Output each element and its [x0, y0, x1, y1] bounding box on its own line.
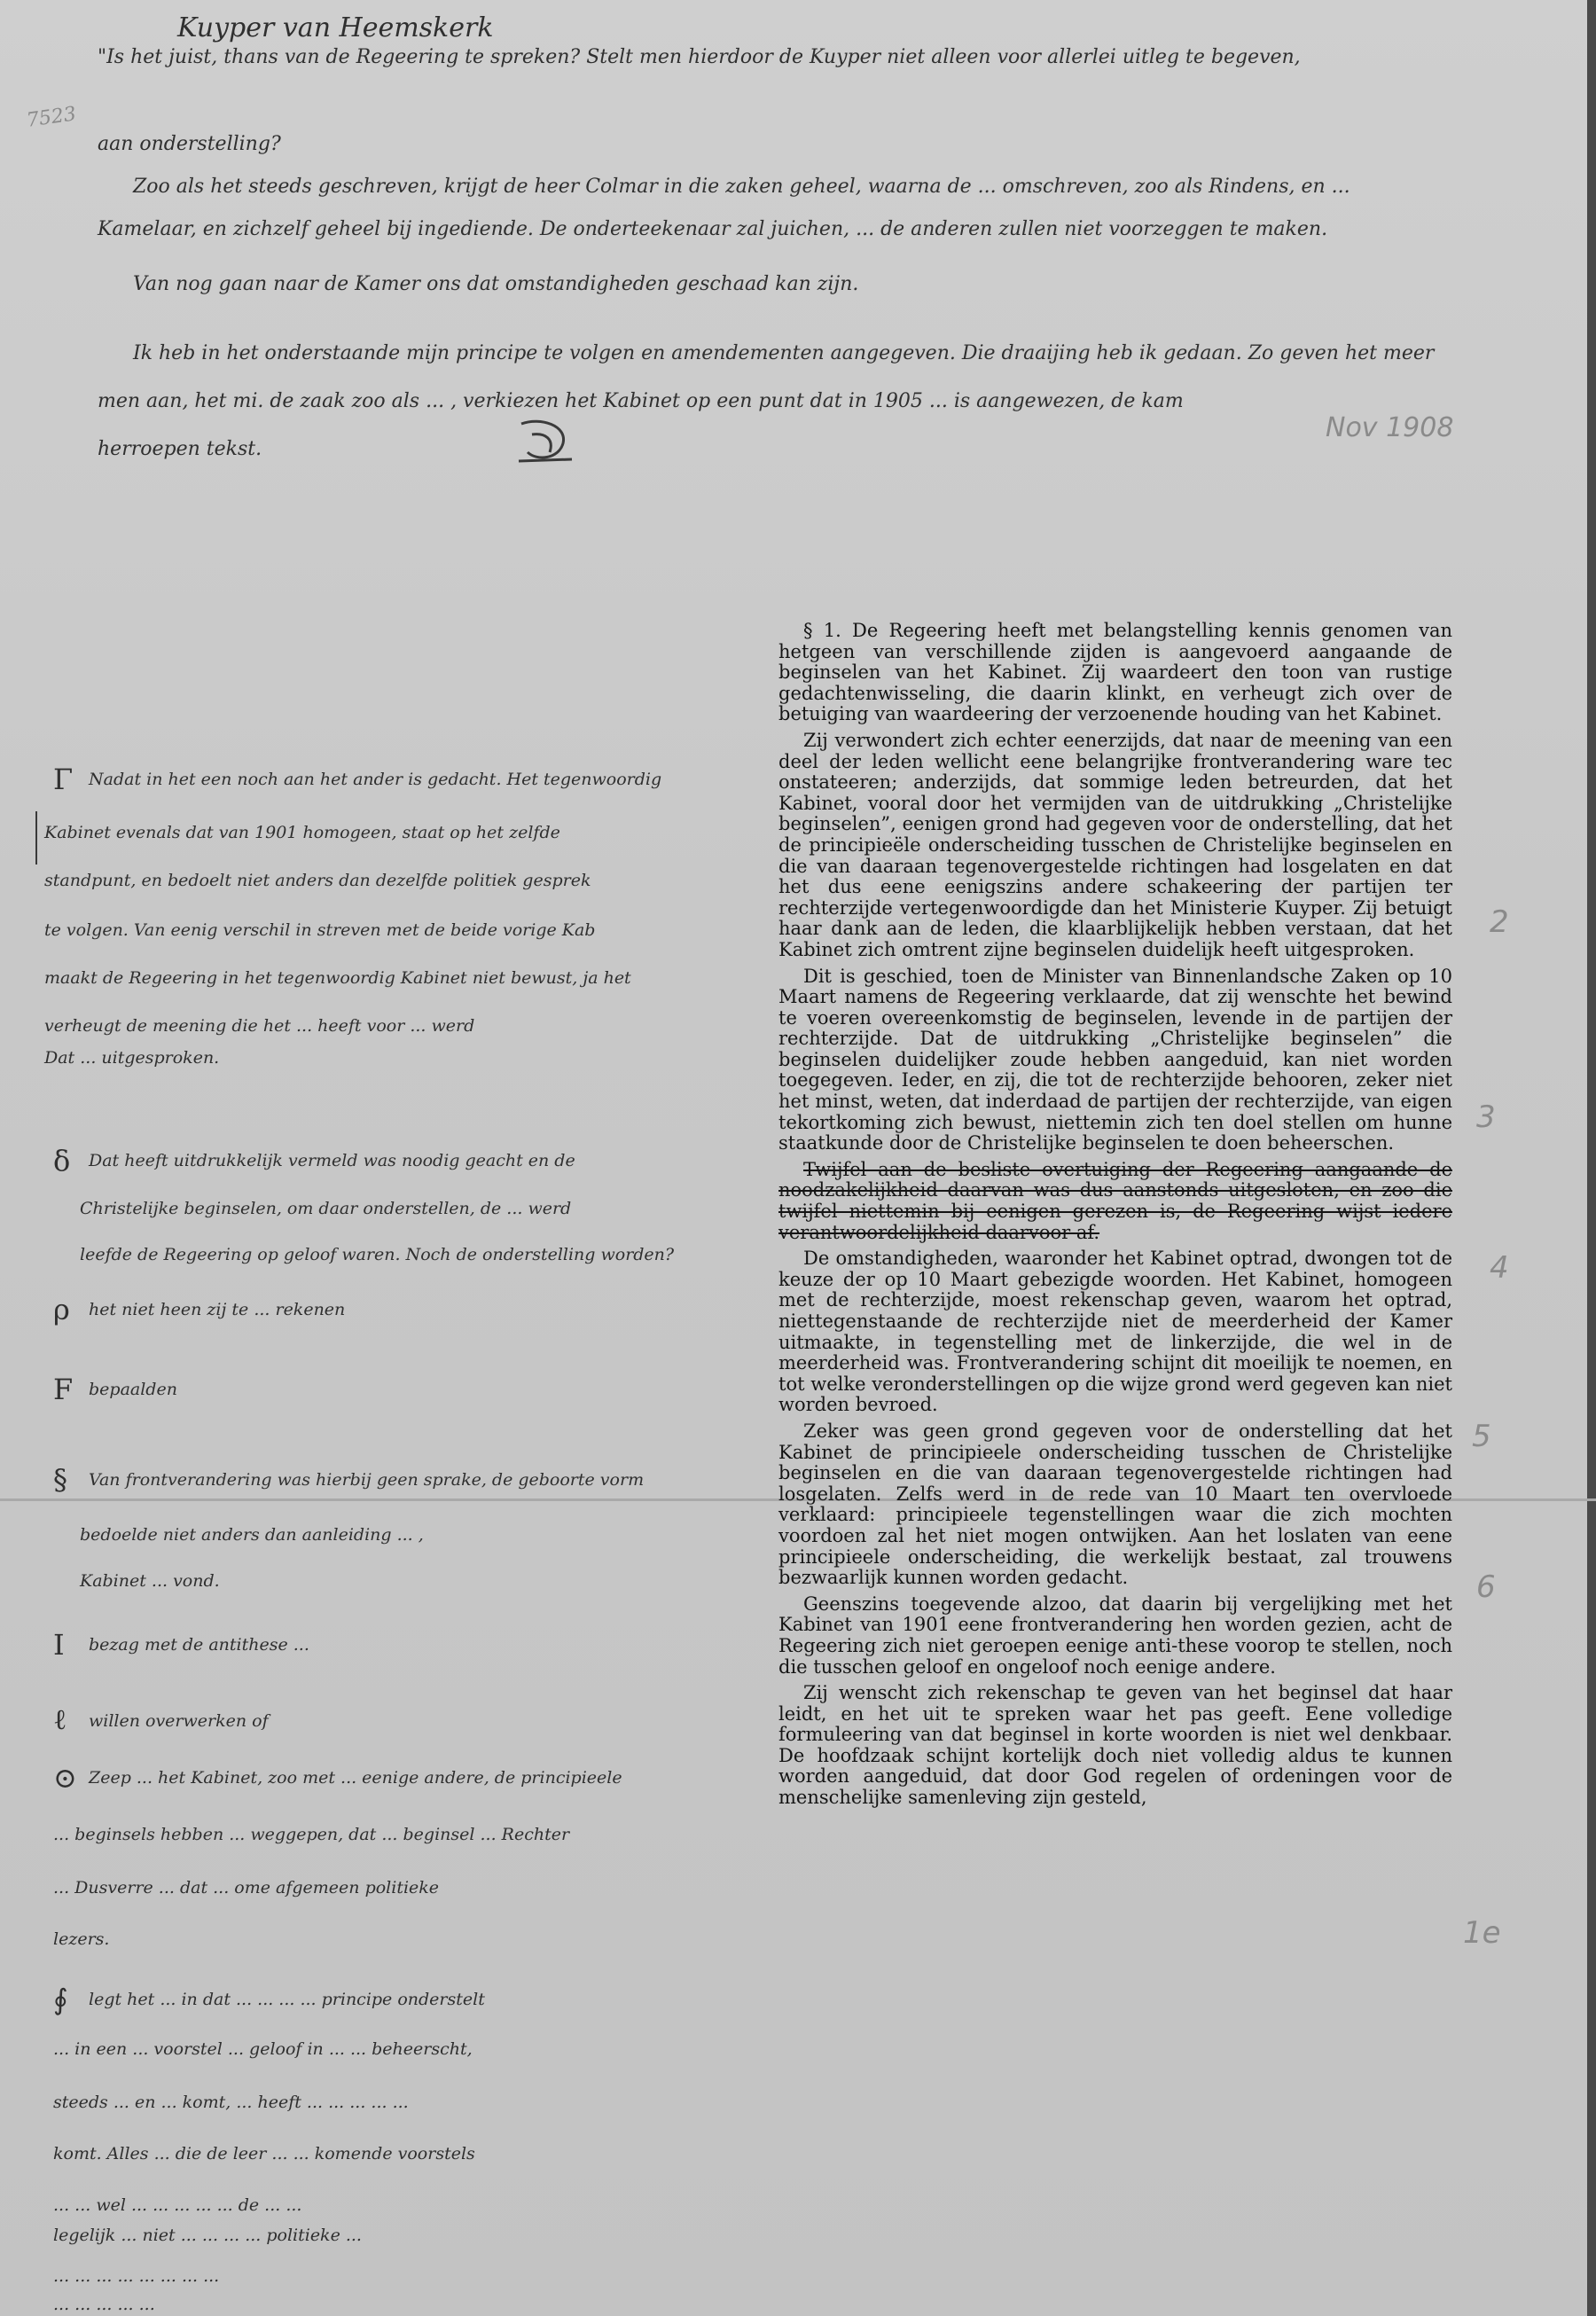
handwritten-line: Dat heeft uitdrukkelijk vermeld was noodig geacht en de	[89, 1151, 575, 1170]
handwritten-line: Ik heb in het onderstaande mijn principe te volgen en amendementen aangegeven. Die draaijing heb ik gedaan. Zo geven het meer	[133, 342, 1435, 364]
insert-mark: ℓ	[53, 1702, 67, 1736]
handwritten-line: verheugt de meening die het ... heeft voor ... werd	[44, 1016, 475, 1036]
handwritten-line: ... ... ... ... ... ... ... ...	[53, 2266, 220, 2286]
handwritten-line: steeds ... en ... komt, ... heeft ... ... ... ... ...	[53, 2093, 409, 2112]
handwritten-line: Kamelaar, en zichzelf geheel bij ingediende. De onderteekenaar zal juichen, ... de anderen zullen niet voorzeggen te maken.	[98, 218, 1328, 240]
handwritten-line: herroepen tekst.	[98, 438, 262, 460]
typed-paragraph: Geenszins toegevende alzoo, dat daarin bij vergelijking met het Kabinet van 1901 eene frontverandering hen worden gezien, acht de Regeering zich niet geroepen eenige anti-these voorop te stellen, noch die tusschen geloof en ongeloof noch eenige andere.	[778, 1592, 1452, 1678]
margin-bracket	[35, 811, 37, 865]
insert-mark: ⊙	[53, 1761, 77, 1795]
handwritten-line: bepaalden	[89, 1380, 177, 1399]
folio-number: 7523	[25, 103, 78, 132]
margin-number: 2	[1490, 904, 1509, 940]
page-edge	[1587, 0, 1596, 2316]
handwritten-line: komt. Alles ... die de leer ... ... komende voorstels	[53, 2144, 475, 2163]
margin-number: 6	[1476, 1569, 1496, 1605]
handwritten-line: Nadat in het een noch aan het ander is gedacht. Het tegenwoordig	[89, 770, 662, 789]
handwritten-line: ... beginsels hebben ... weggepen, dat ... beginsel ... Rechter	[53, 1825, 570, 1844]
margin-number: 3	[1476, 1099, 1496, 1135]
typed-paragraph: § 1. De Regeering heeft met belangstelling kennis genomen van hetgeen van verschillende zijden is aangevoerd aangaande de beginselen van het Kabinet. Zij waardeert den toon van rustige gedachtenwisseling, die daarin klinkt, en verheugt zich over de betuiging van waardeering der verzoenende houding van het Kabinet.	[778, 620, 1452, 725]
handwritten-line: aan onderstelling?	[98, 133, 281, 155]
margin-number: 1e	[1463, 1915, 1501, 1951]
typed-paragraph: Zij verwondert zich echter eenerzijds, dat naar de meening van een deel der leden wellicht eene belangrijke frontverandering ware tec onstateeren; anderzijds, dat sommige leden betreurden, dat het Kabinet, vooral door het vermijden van de uitdrukking „Christelijke beginselen”, eenigen grond had gegeven voor de onderstelling, dat het de principieële onderscheiding tusschen de Christelijke beginselen en die van daaraan tegenovergestelde richtingen had losgelaten en dat het dus eene eenigszins andere schakeering der partijen ter rechterzijde vertegenwoordigde dan het Ministerie Kuyper. Zij betuigt haar dank aan de leden, die klaarblijkelijk hebben verstaan, dat het Kabinet zich omtrent zijne beginselen duidelijk heeft uitgesproken.	[778, 729, 1452, 960]
insert-mark: F	[53, 1373, 74, 1406]
handwritten-line: Dat ... uitgesproken.	[44, 1048, 220, 1068]
handwritten-line: bedoelde niet anders dan aanleiding ... ,	[80, 1525, 424, 1545]
handwritten-line: ... ... wel ... ... ... ... ... de ... ...	[53, 2195, 302, 2215]
typed-text-column	[778, 621, 1452, 1814]
date-stamp: Nov 1908	[1326, 412, 1454, 443]
insert-mark: ∮	[53, 1983, 68, 2016]
insert-mark: Γ	[53, 763, 74, 796]
handwritten-line: het niet heen zij te ... rekenen	[89, 1300, 346, 1319]
author-heading: Kuyper van Heemskerk	[177, 12, 494, 43]
handwritten-line: "Is het juist, thans van de Regeering te spreken? Stelt men hierdoor de Kuyper niet alleen voor allerlei uitleg te begeven,	[98, 46, 1301, 68]
handwritten-line: Zoo als het steeds geschreven, krijgt de heer Colmar in die zaken geheel, waarna de ... omschreven, zoo als Rindens, en ...	[133, 176, 1350, 198]
insert-mark: §	[53, 1463, 67, 1497]
handwritten-line: ... ... ... ... ...	[53, 2295, 155, 2314]
handwritten-line: leefde de Regeering op geloof waren. Noch de onderstelling worden?	[80, 1245, 675, 1264]
margin-number: 4	[1490, 1250, 1509, 1286]
handwritten-line: legt het ... in dat ... ... ... ... principe onderstelt	[89, 1990, 485, 2009]
handwritten-line: Christelijke beginselen, om daar onderstellen, de ... werd	[80, 1199, 572, 1218]
handwritten-line: Van frontverandering was hierbij geen sprake, de geboorte vorm	[89, 1470, 645, 1490]
handwritten-line: Van nog gaan naar de Kamer ons dat omstandigheden geschaad kan zijn.	[133, 273, 859, 295]
handwritten-line: legelijk ... niet ... ... ... ... politieke ...	[53, 2226, 362, 2245]
handwritten-line: bezag met de antithese ...	[89, 1635, 309, 1655]
insert-mark: I	[53, 1628, 65, 1662]
handwritten-line: men aan, het mi. de zaak zoo als ... , verkiezen het Kabinet op een punt dat in 1905 ... is aangewezen, de kam	[98, 390, 1184, 412]
margin-number: 5	[1472, 1419, 1491, 1454]
handwritten-line: ... in een ... voorstel ... geloof in ... ... beheerscht,	[53, 2039, 473, 2059]
handwritten-line: standpunt, en bedoelt niet anders dan dezelfde politiek gesprek	[44, 871, 591, 890]
handwritten-line: maakt de Regeering in het tegenwoordig Kabinet niet bewust, ja het	[44, 968, 631, 988]
typed-paragraph: Zij wenscht zich rekenschap te geven van het beginsel dat haar leidt, en het uit te spreken waar het pas geeft. Eene volledige formuleering van dat beginsel in korte woorden is niet wel denkbaar. De hoofdzaak schijnt kortelijk doch niet volledig aldus te kunnen worden aangeduid, dat door God regelen of ordeningen voor de menschelijke samenleving zijn gesteld,	[778, 1682, 1452, 1809]
handwritten-line: lezers.	[53, 1929, 110, 1949]
handwritten-line: Kabinet ... vond.	[80, 1571, 220, 1591]
insert-mark: δ	[53, 1144, 71, 1178]
handwritten-line: te volgen. Van eenig verschil in streven met de beide vorige Kab	[44, 920, 596, 940]
typed-paragraph: De omstandigheden, waaronder het Kabinet optrad, dwongen tot de keuze der op 10 Maart gebezigde woorden. Het Kabinet, homogeen met de rechterzijde, moest rekenschap geven, waarom het optrad, niettegenstaande de rechterzijde niet de meerderheid der Kamer uitmaakte, in tegenstelling met de linkerzijde, die wel in de meerderheid was. Frontverandering schijnt dit moeilijk te noemen, en tot welke veronderstellingen op die wijze grond werd gegeven kan niet worden bevroed.	[778, 1248, 1452, 1416]
typed-paragraph: Zeker was geen grond gegeven voor de onderstelling dat het Kabinet de principieele onderscheiding tusschen de Christelijke beginselen en die van daaraan tegenovergestelde richtingen had losgelaten. Zelfs werd in de rede van 10 Maart ten overvloede verklaard: principieele tegenstellingen waar die zich mochten voordoen zal het niet mogen ontwijken. Aan het loslaten van eene principieele onderscheiding, die werkelijk bestaat, zal trouwens bezwaarlijk kunnen worden gedacht.	[778, 1420, 1452, 1589]
handwritten-line: ... Dusverre ... dat ... ome afgemeen politieke	[53, 1878, 440, 1897]
initials-signature	[514, 417, 576, 470]
typed-paragraph: Dit is geschied, toen de Minister van Binnenlandsche Zaken op 10 Maart namens de Regeering verklaarde, dat zij wenschte het bewind te voeren overeenkomstig de beginselen, levende in de partijen der rechterzijde. Dat de uitdrukking „Christelijke beginselen” die beginselen duidelijker zoude hebben aangeduid, kan niet worden toegegeven. Ieder, en zij, die tot de rechterzijde behooren, zeker niet het minst, weten, dat inderdaad de partijen der rechterzijde, van eigen tekortkoming zich bewust, niettemin zich ten doel stellen om hunne staatkunde door de Christelijke beginselen te doen beheerschen.	[778, 965, 1452, 1154]
handwritten-line: Kabinet evenals dat van 1901 homogeen, staat op het zelfde	[44, 823, 560, 842]
handwritten-line: willen overwerken of	[89, 1711, 269, 1731]
handwritten-line: Zeep ... het Kabinet, zoo met ... eenige andere, de principieele	[89, 1768, 622, 1788]
insert-mark: ρ	[53, 1293, 70, 1326]
typed-paragraph-struck: Twijfel aan de besliste overtuiging der Regeering aangaande de noodzakelijkheid daarvan was dus aanstonds uitgesloten, en zoo die twijfel niettemin bij eenigen gerezen is, de Regeering wijst iedere verantwoordelijkheid daarvoor af.	[778, 1158, 1452, 1243]
